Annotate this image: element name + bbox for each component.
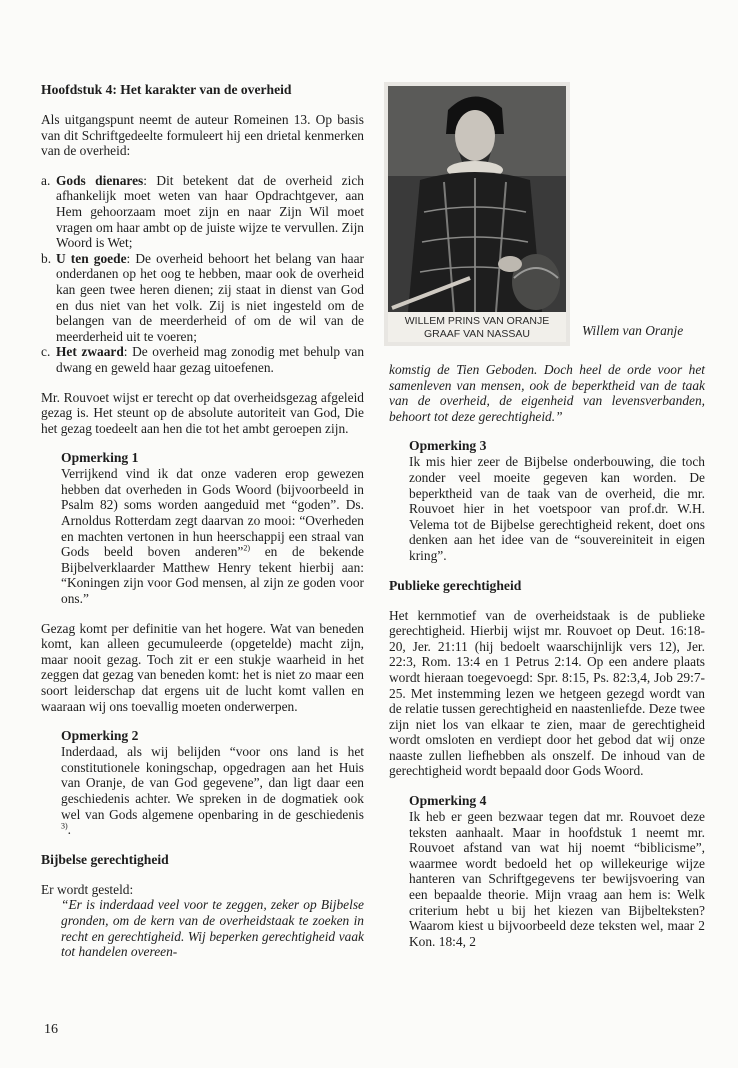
list-item: a. Gods dienares: Dit betekent dat de overheid zich afhankelijk moet weten van haar Opdrachtgever, aan Hem gehoorzaam moet zijn en naar Zijn Wil moet vragen om haar ambt op de juiste wijze te vervullen. Zijn Woord is Wet; — [41, 172, 364, 251]
list-item: c. Het zwaard: De overheid mag zonodig met behulp van dwang en geweld haar gezag uitoefenen. — [41, 344, 365, 375]
quote-continuation: komstig de Tien Geboden. Doch heel de orde voor het samenleven van mensen, ook de beperktheid van de taak van de overheid, de eigenheid van levensverbanden, behoort tot deze gerechtigheid.” — [389, 362, 705, 424]
portrait-inscription-2: GRAAF VAN NASSAU — [424, 328, 530, 340]
remark-1: Opmerking 1 Verrijkend vind ik dat onze vaderen erop gewezen hebben dat overheden in Gods Woord (bijvoorbeeld in Psalm 82) soms worden aangeduid met “goden”. Ds. Arnoldus Rotterdam zegt daarvan zo mooi: “Overheden en machten vertonen in hun heerschappij een straal van Gods beeld boven anderen”$^{2)}$ en de bekende Bijbelverklaarder Matthew Henry tekent hierbij aan: “Koningen zijn voor God mensen, al zijn ze goden voor ons.” — [61, 450, 364, 607]
portrait-caption: Willem van Oranje — [582, 323, 684, 338]
page-number: 16 — [44, 1022, 58, 1037]
quote-start: “Er is inderdaad veel voor te zeggen, zeker op Bijbelse gronden, om de kern van de overheidstaak te zoeken in recht en gerechtigheid. Wij beperken gerechtigheid vaak tot handelen overeen- — [61, 897, 364, 960]
portrait-willem-van-oranje — [384, 82, 570, 346]
remark-3-title: Opmerking 3 — [409, 438, 487, 454]
section-heading-publieke: Publieke gerechtigheid — [389, 577, 522, 593]
portrait-inscription-1: WILLEM PRINS VAN ORANJE — [404, 315, 550, 327]
footnote-ref-3: 3) — [61, 821, 68, 831]
chapter-heading: Hoofdstuk 4: Het karakter van de overheid — [41, 82, 292, 97]
stated-line: Er wordt gesteld: — [41, 881, 134, 897]
remark-4: Opmerking 4 Ik heb er geen bezwaar tegen dat mr. Rouvoet deze teksten aanhaalt. Maar in hoofdstuk 1 neemt mr. Rouvoet afstand van wat hij noemt “biblicisme”, waarmee wordt bedoeld het op willekeurige wijze hanteren van Schriftgegevens ter bewijsvoering van een bepaalde theorie. Mijn vraag aan hem is: Welk criterium hebt u bij het kiezen van Bijbelteksten? Waarom kiest u bijvoorbeeld deze teksten wel, maar 2 Kon. 18:4, 2 — [409, 793, 705, 949]
right-column — [389, 362, 705, 963]
remark-3: Opmerking 3 Ik mis hier zeer de Bijbelse onderbouwing, die toch zonder veel moeite gegeven kan worden. De beperktheid van de taak van de overheid, die mr. Rouvoet hier in het voetspoor van prof.dr. W.H. Velema tot de Bijbelse gerechtigheid rekent, doet ons denken aan het idee van de “souvereiniteit in eigen kring”. — [409, 438, 705, 563]
authority-paragraph: Mr. Rouvoet wijst er terecht op dat overheidsgezag afgeleid gezag is. Het steunt op de absolute autoriteit van God, Die het gezag toedeelt aan hen die tot het ambt geroepen zijn. — [41, 389, 364, 436]
gezag-paragraph: Gezag komt per definitie van het hogere. Wat van beneden komt, kan alleen gecumuleerde (opgetelde) macht zijn, maar nooit gezag. Toch zit er een stukje waarheid in het zeggen dat gezag van beneden komt: het is niet zo maar een soort leiderschap dat ergens uit de lucht komt vallen en waaraan wij ons toevallig moeten onderwerpen. — [41, 620, 364, 714]
intro-paragraph: Als uitgangspunt neemt de auteur Romeinen 13. Op basis van dit Schriftgedeelte formuleert hij een drietal kenmerken van de overheid: — [41, 112, 364, 159]
remark-1-title: Opmerking 1 — [61, 450, 139, 466]
list-item: b. U ten goede: De overheid behoort het belang van haar onderdanen op het oog te hebben, maar ook de overheid kan geen twee heren dienen; zij staat in dienst van God en dus niet van het volk. Zij is niet ingesteld om de belangen van de meerderheid of om de wil van de meerderheid uit te voeren; — [41, 250, 364, 344]
remark-4-title: Opmerking 4 — [409, 793, 487, 809]
remark-2: Opmerking 2 Inderdaad, als wij belijden “voor ons land is het constitutionele koningschap, opgedragen aan het Huis van Oranje, de van God gegevene”, dan ligt daar een geschiedenis achter. We spreken in de dogmatiek ook wel van Gods algemene openbaring in de geschiedenis $^{3)}$. — [61, 728, 364, 838]
publieke-paragraph: Het kernmotief van de overheidstaak is de publieke gerechtigheid. Hierbij wijst mr. Rouvoet op Deut. 16:18-20, Jer. 21:11 (hij bedoelt waarschijnlijk vers 12), Jer. 22:3, Rom. 13:4 en 1 Petrus 2:14. Op een andere plaats wordt hieraan toegevoegd: Spr. 8:15, Ps. 82:3,4, Job 29:7-25. Met instemming lezen we hetgeen gezegd wordt van de relatie tussen gerechtigheid en naastenliefde. Deze twee zijn niet los van elkaar te zien, maar de gerechtigheid wordt omsloten en verdiept door het gebod dat wij onze naaste zullen liefhebben als onszelf. De inhoud van de gerechtigheid wordt bepaald door Gods Woord. — [389, 607, 705, 779]
left-column — [41, 82, 364, 974]
remark-2-title: Opmerking 2 — [61, 728, 139, 744]
characteristics-list — [41, 173, 364, 376]
section-heading-bijbelse: Bijbelse gerechtigheid — [41, 851, 169, 867]
footnote-ref-2: 2) — [243, 543, 251, 553]
